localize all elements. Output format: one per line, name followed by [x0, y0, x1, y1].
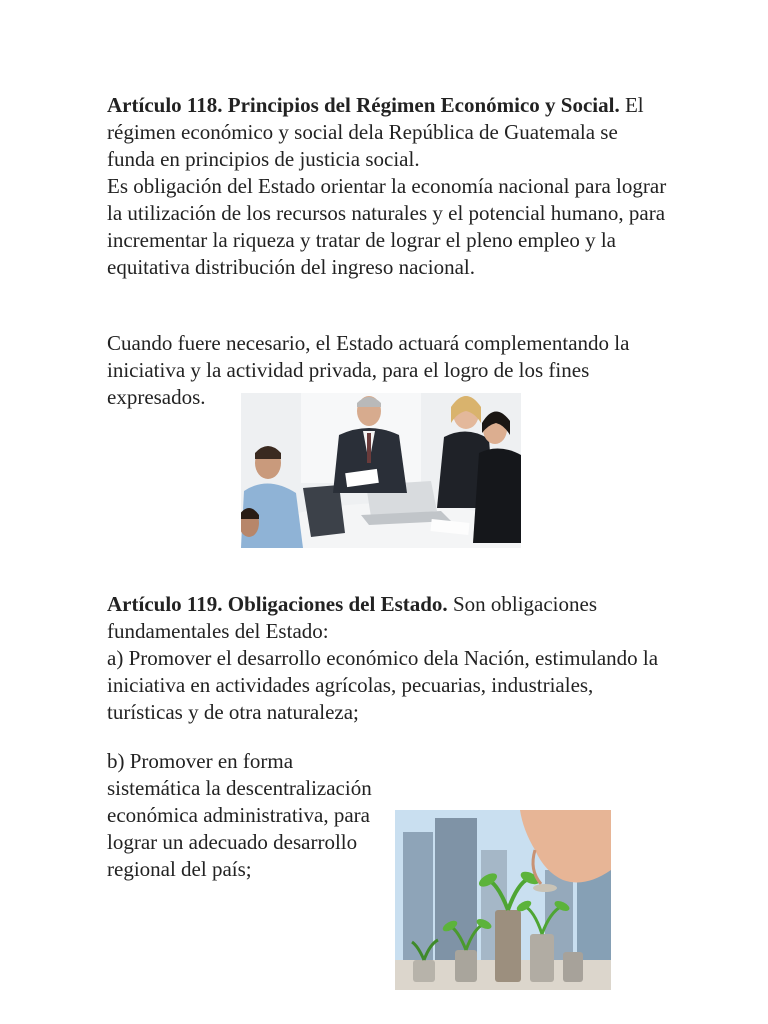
business-meeting-photo [241, 393, 521, 548]
article-118-heading: Artículo 118. Principios del Régimen Económico y Social. [107, 93, 620, 117]
coins-and-plants-photo [395, 810, 611, 990]
article-119-item-a: a) Promover el desarrollo económico dela Nación, estimulando la iniciativa en actividades agrícolas, pecuarias, industriales, turísticas y de otra naturaleza; [107, 646, 659, 724]
article-119-paragraph-1 [107, 591, 667, 645]
article-118-intro: El régimen económico y social dela República de Guatemala se funda en principios de justicia social. [107, 93, 644, 171]
article-118-section [107, 92, 667, 281]
article-119-heading: Artículo 119. Obligaciones del Estado. [107, 592, 448, 616]
article-119-section [107, 591, 667, 726]
article-118-obligation: Es obligación del Estado orientar la economía nacional para lograr la utilización de los recursos naturales y el potencial humano, para incrementar la riqueza y tratar de lograr el pleno empleo y la equitativa distribución del ingreso nacional. [107, 174, 667, 279]
article-118-paragraph-1 [107, 92, 667, 173]
article-119-intro: Son obligaciones fundamentales del Estado: [107, 592, 598, 643]
article-118-complement: Cuando fuere necesario, el Estado actuará complementando la iniciativa y la actividad privada, para el logro de los fines expresados. [107, 331, 630, 409]
article-119-item-b: b) Promover en forma sistemática la descentralización económica administrativa, para lograr un adecuado desarrollo regional del país; [107, 749, 372, 881]
